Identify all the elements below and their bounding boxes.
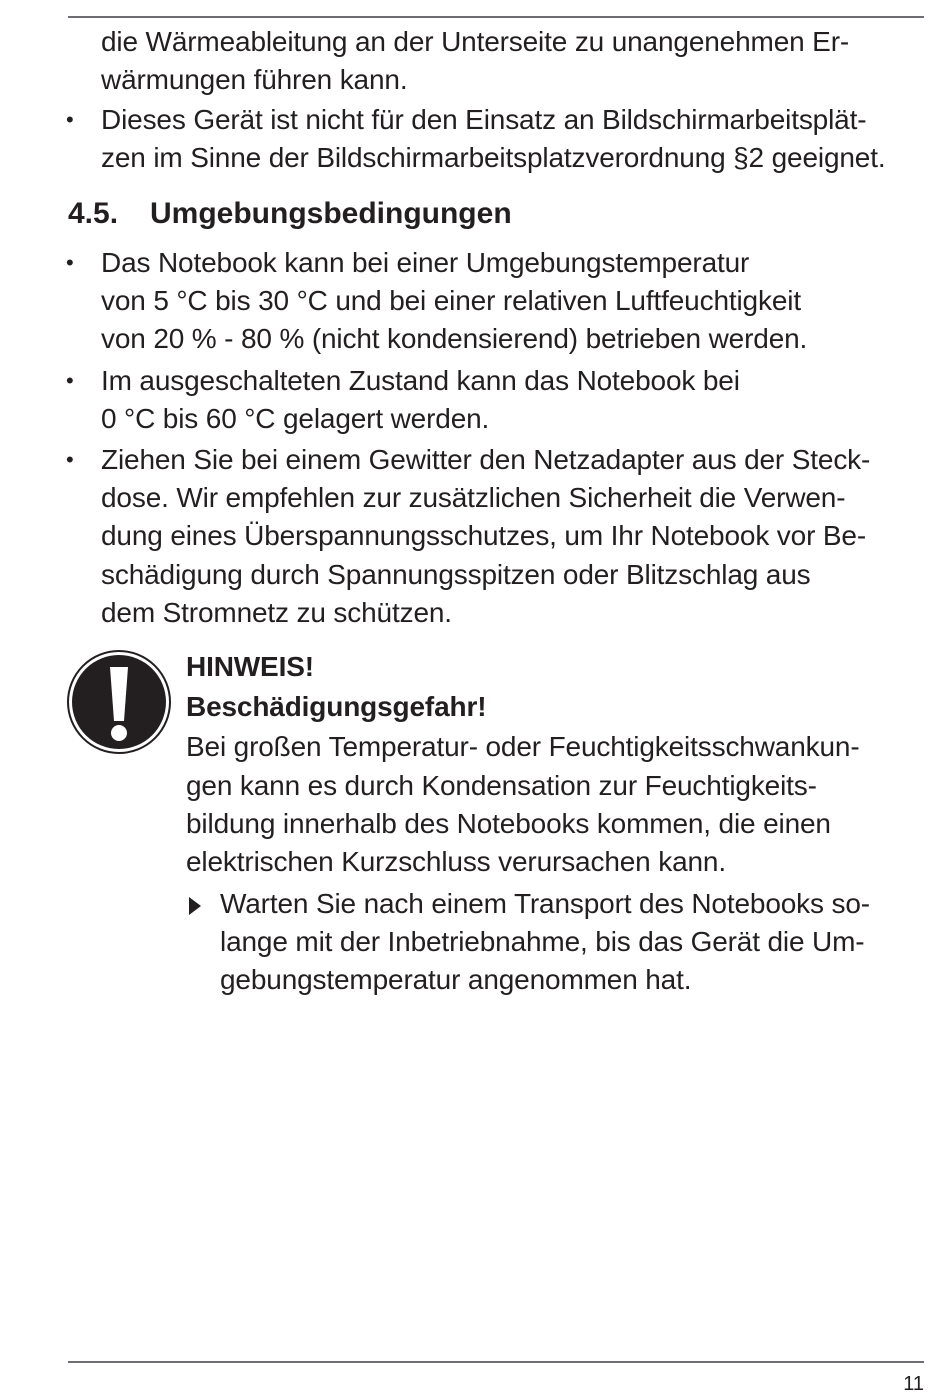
notice-line: bildung innerhalb des Notebooks kommen, die einen <box>186 808 831 839</box>
bullet-line: Im ausgeschalteten Zustand kann das Notebook bei <box>101 365 740 396</box>
bullet-line: Dieses Gerät ist nicht für den Einsatz an Bildschirmarbeitsplät- <box>101 104 867 135</box>
bullet-marker: • <box>66 107 74 132</box>
section-number: 4.5. <box>68 197 119 230</box>
bullet-line: dose. Wir empfehlen zur zusätzlichen Sicherheit die Verwen- <box>101 482 846 513</box>
intro-line: wärmungen führen kann. <box>101 64 408 95</box>
notice-line: elektrischen Kurzschluss verursachen kann. <box>186 846 726 877</box>
bullet-line: von 20 % - 80 % (nicht kondensierend) betrieben werden. <box>101 323 808 354</box>
action-line: Warten Sie nach einem Transport des Notebooks so- <box>220 888 870 919</box>
triangle-right-icon <box>188 896 202 916</box>
action-line: lange mit der Inbetriebnahme, bis das Gerät die Um- <box>220 926 865 957</box>
section-title: Umgebungsbedingungen <box>150 197 512 230</box>
notice-label: HINWEIS! <box>186 651 314 682</box>
bullet-line: Ziehen Sie bei einem Gewitter den Netzadapter aus der Steck- <box>101 444 871 475</box>
bottom-rule <box>68 1361 924 1363</box>
bullet-line: dung eines Überspannungsschutzes, um Ihr Notebook vor Be- <box>101 520 867 551</box>
notice-line: Bei großen Temperatur- oder Feuchtigkeitsschwankun- <box>186 731 860 762</box>
top-rule <box>68 16 924 18</box>
bullet-marker: • <box>66 368 74 393</box>
bullet-line: Das Notebook kann bei einer Umgebungstemperatur <box>101 247 750 278</box>
action-line: gebungstemperatur angenommen hat. <box>220 964 692 995</box>
bullet-marker: • <box>66 447 74 472</box>
notice-subtitle: Beschädigungsgefahr! <box>186 691 487 722</box>
bullet-line: 0 °C bis 60 °C gelagert werden. <box>101 403 490 434</box>
page-number: 11 <box>903 1373 924 1395</box>
bullet-line: zen im Sinne der Bildschirmarbeitsplatzverordnung §2 geeignet. <box>101 142 886 173</box>
bullet-marker: • <box>66 250 74 275</box>
bullet-line: schädigung durch Spannungsspitzen oder Blitzschlag aus <box>101 559 811 590</box>
exclamation-circle-icon <box>66 649 172 755</box>
notice-line: gen kann es durch Kondensation zur Feuchtigkeits- <box>186 770 817 801</box>
section-heading <box>68 194 512 234</box>
bullet-line: von 5 °C bis 30 °C und bei einer relativen Luftfeuchtigkeit <box>101 285 801 316</box>
intro-line: die Wärmeableitung an der Unterseite zu unangenehmen Er- <box>101 26 850 57</box>
bullet-line: dem Stromnetz zu schützen. <box>101 597 452 628</box>
